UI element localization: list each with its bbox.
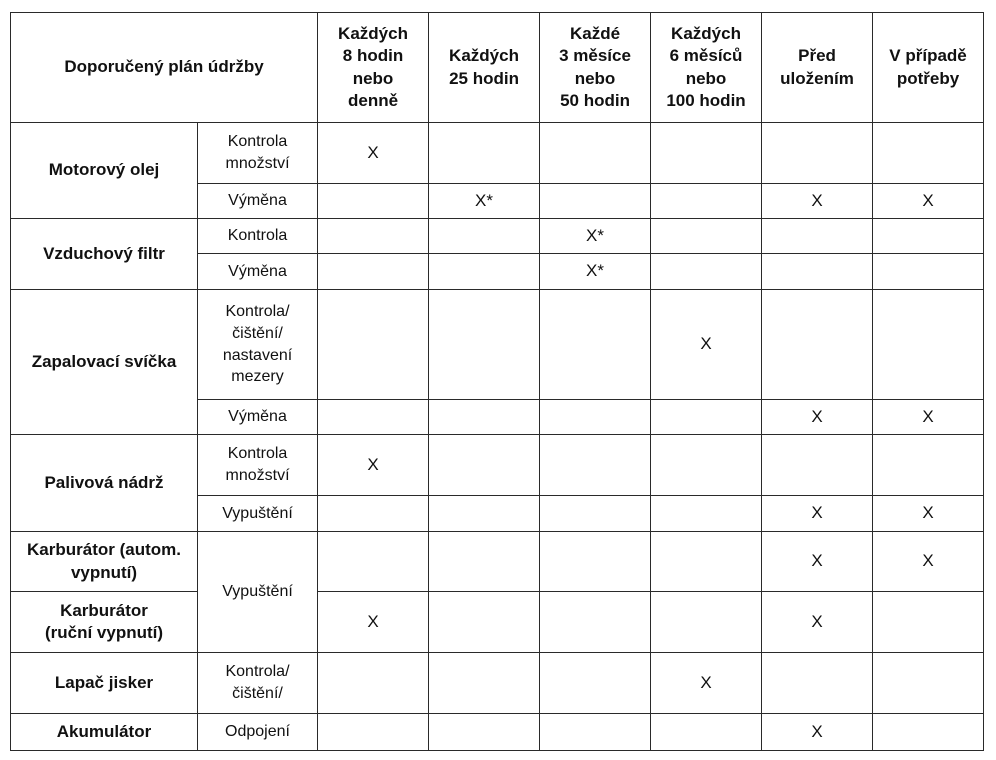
schedule-cell [429, 400, 540, 435]
schedule-cell: X [318, 123, 429, 184]
action-label: Výměna [198, 400, 318, 435]
schedule-cell: X [873, 184, 984, 219]
schedule-cell: X [318, 592, 429, 653]
row-label-spark-arrester: Lapač jisker [11, 653, 198, 714]
schedule-cell [429, 653, 540, 714]
column-header-8h: Každých 8 hodin nebo denně [318, 13, 429, 123]
schedule-cell [318, 290, 429, 400]
table-row [11, 435, 984, 496]
schedule-cell [540, 496, 651, 532]
schedule-cell [429, 532, 540, 592]
column-header-25h: Každých 25 hodin [429, 13, 540, 123]
schedule-cell [540, 653, 651, 714]
schedule-cell: X [873, 496, 984, 532]
schedule-cell [651, 532, 762, 592]
schedule-cell [318, 400, 429, 435]
schedule-cell: X [762, 532, 873, 592]
schedule-cell [762, 219, 873, 254]
action-label: Výměna [198, 254, 318, 290]
schedule-cell: X* [540, 254, 651, 290]
table-row [11, 290, 984, 400]
row-label-fuel-tank: Palivová nádrž [11, 435, 198, 532]
schedule-cell [318, 219, 429, 254]
schedule-cell: X [873, 400, 984, 435]
row-label-battery: Akumulátor [11, 714, 198, 751]
schedule-cell [540, 123, 651, 184]
schedule-cell: X [873, 532, 984, 592]
schedule-cell [651, 123, 762, 184]
schedule-cell [429, 254, 540, 290]
schedule-cell [873, 290, 984, 400]
schedule-cell [540, 400, 651, 435]
action-label: Výměna [198, 184, 318, 219]
schedule-cell [651, 714, 762, 751]
schedule-cell [873, 123, 984, 184]
schedule-cell [762, 435, 873, 496]
maintenance-schedule-table [10, 12, 984, 751]
schedule-cell: X [762, 592, 873, 653]
schedule-cell [318, 532, 429, 592]
row-label-carburetor-manual: Karburátor (ruční vypnutí) [11, 592, 198, 653]
action-label: Odpojení [198, 714, 318, 751]
schedule-cell [540, 290, 651, 400]
column-header-3m: Každé 3 měsíce nebo 50 hodin [540, 13, 651, 123]
table-title: Doporučený plán údržby [11, 13, 318, 123]
schedule-cell [873, 653, 984, 714]
schedule-cell: X [651, 290, 762, 400]
schedule-cell [873, 435, 984, 496]
row-label-air-filter: Vzduchový filtr [11, 219, 198, 290]
schedule-cell [651, 496, 762, 532]
schedule-cell [762, 290, 873, 400]
schedule-cell [651, 592, 762, 653]
row-label-carburetor-auto: Karburátor (autom. vypnutí) [11, 532, 198, 592]
schedule-cell: X* [429, 184, 540, 219]
table-row [11, 653, 984, 714]
action-label: Kontrola/ čištění/ nastavení mezery [198, 290, 318, 400]
table-row [11, 123, 984, 184]
schedule-cell [651, 219, 762, 254]
schedule-cell [429, 592, 540, 653]
table-row [11, 219, 984, 254]
schedule-cell [318, 496, 429, 532]
header-row [11, 13, 984, 123]
schedule-cell: X [651, 653, 762, 714]
schedule-cell [762, 123, 873, 184]
schedule-cell [540, 184, 651, 219]
schedule-cell [318, 653, 429, 714]
column-header-6m: Každých 6 měsíců nebo 100 hodin [651, 13, 762, 123]
schedule-cell: X [762, 400, 873, 435]
table-row [11, 532, 984, 592]
table-row [11, 592, 984, 653]
action-label: Kontrola/ čištění/ [198, 653, 318, 714]
schedule-cell [318, 714, 429, 751]
schedule-cell [540, 532, 651, 592]
schedule-cell [873, 592, 984, 653]
schedule-cell [318, 184, 429, 219]
action-label: Kontrola množství [198, 435, 318, 496]
schedule-cell [429, 123, 540, 184]
column-header-storage: Před uložením [762, 13, 873, 123]
action-label: Kontrola [198, 219, 318, 254]
schedule-cell [429, 219, 540, 254]
schedule-cell [429, 714, 540, 751]
schedule-cell: X [762, 184, 873, 219]
schedule-cell: X [762, 496, 873, 532]
schedule-cell [318, 254, 429, 290]
schedule-cell [762, 653, 873, 714]
schedule-cell [873, 219, 984, 254]
schedule-cell [429, 496, 540, 532]
schedule-cell [651, 400, 762, 435]
action-label: Kontrola množství [198, 123, 318, 184]
action-label: Vypuštění [198, 532, 318, 653]
row-label-spark-plug: Zapalovací svíčka [11, 290, 198, 435]
schedule-cell [540, 714, 651, 751]
schedule-cell [651, 184, 762, 219]
schedule-cell [651, 435, 762, 496]
schedule-cell [651, 254, 762, 290]
schedule-cell [873, 254, 984, 290]
action-label: Vypuštění [198, 496, 318, 532]
schedule-cell [429, 290, 540, 400]
row-label-engine-oil: Motorový olej [11, 123, 198, 219]
table-row [11, 714, 984, 751]
schedule-cell: X* [540, 219, 651, 254]
schedule-cell [540, 592, 651, 653]
schedule-cell [429, 435, 540, 496]
schedule-cell [540, 435, 651, 496]
schedule-cell: X [318, 435, 429, 496]
schedule-cell [873, 714, 984, 751]
column-header-as-needed: V případě potřeby [873, 13, 984, 123]
schedule-cell [762, 254, 873, 290]
schedule-cell: X [762, 714, 873, 751]
